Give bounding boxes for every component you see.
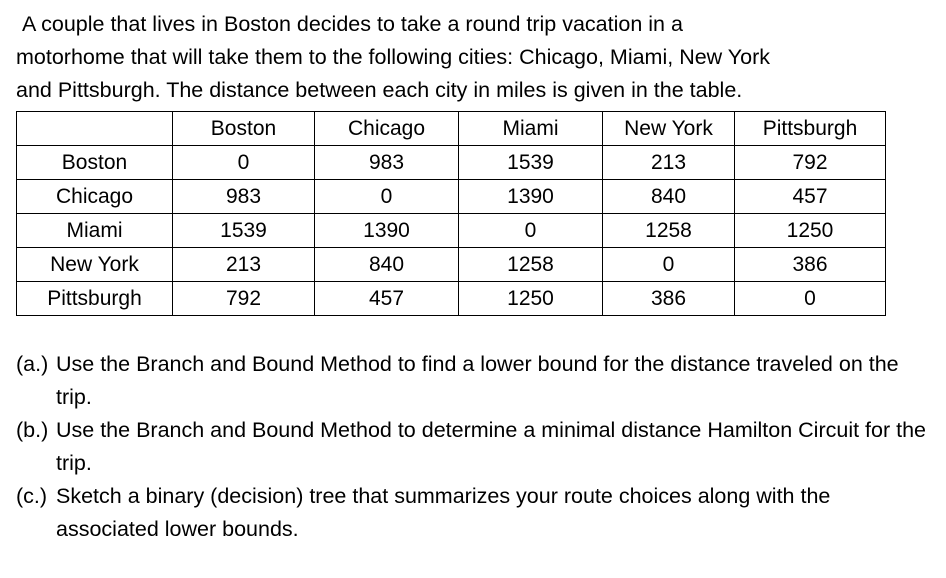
question-a — [16, 348, 931, 414]
table-cell: 457 — [315, 282, 459, 316]
table-cell: 0 — [603, 248, 735, 282]
table-header-cell: New York — [603, 112, 735, 146]
table-header-cell — [17, 112, 173, 146]
table-cell: 1539 — [459, 146, 603, 180]
table-cell: 0 — [173, 146, 315, 180]
row-label: Chicago — [17, 180, 173, 214]
table-row — [17, 282, 886, 316]
table-cell: 0 — [315, 180, 459, 214]
table-cell: 1539 — [173, 214, 315, 248]
table-header-cell: Pittsburgh — [735, 112, 886, 146]
table-cell: 457 — [735, 180, 886, 214]
table-cell: 0 — [735, 282, 886, 316]
table-cell: 983 — [173, 180, 315, 214]
question-c — [16, 480, 931, 546]
problem-line-2: motorhome that will take them to the following cities: Chicago, Miami, New York — [16, 45, 771, 69]
table-row — [17, 146, 886, 180]
question-label: (b.) — [16, 418, 49, 442]
row-label: Boston — [17, 146, 173, 180]
row-label: Pittsburgh — [17, 282, 173, 316]
table-cell: 1390 — [459, 180, 603, 214]
table-cell: 792 — [735, 146, 886, 180]
table-cell: 213 — [173, 248, 315, 282]
table-cell: 213 — [603, 146, 735, 180]
row-label: Miami — [17, 214, 173, 248]
table-cell: 1258 — [459, 248, 603, 282]
table-header-cell: Miami — [459, 112, 603, 146]
question-text: Use the Branch and Bound Method to determine a minimal distance Hamilton Circuit for the trip. — [56, 418, 926, 475]
table-cell: 792 — [173, 282, 315, 316]
table-cell: 1250 — [459, 282, 603, 316]
distance-table — [16, 111, 886, 316]
question-list — [16, 348, 931, 546]
table-cell: 983 — [315, 146, 459, 180]
table-cell: 0 — [459, 214, 603, 248]
table-header-row — [17, 112, 886, 146]
row-label: New York — [17, 248, 173, 282]
question-label: (a.) — [16, 352, 49, 376]
question-text: Sketch a binary (decision) tree that summarizes your route choices along with the associated lower bounds. — [56, 484, 831, 541]
question-label: (c.) — [16, 484, 48, 508]
table-row — [17, 180, 886, 214]
question-text: Use the Branch and Bound Method to find a lower bound for the distance traveled on the trip. — [56, 352, 899, 409]
table-cell: 840 — [315, 248, 459, 282]
table-cell: 1250 — [735, 214, 886, 248]
problem-statement — [16, 8, 931, 107]
table-cell: 1390 — [315, 214, 459, 248]
table-row — [17, 214, 886, 248]
table-cell: 1258 — [603, 214, 735, 248]
table-cell: 840 — [603, 180, 735, 214]
question-b — [16, 414, 931, 480]
table-header-cell: Boston — [173, 112, 315, 146]
problem-line-1: A couple that lives in Boston decides to take a round trip vacation in a — [22, 12, 683, 36]
problem-line-3: and Pittsburgh. The distance between each city in miles is given in the table. — [16, 78, 743, 102]
table-cell: 386 — [603, 282, 735, 316]
table-row — [17, 248, 886, 282]
table-cell: 386 — [735, 248, 886, 282]
table-header-cell: Chicago — [315, 112, 459, 146]
